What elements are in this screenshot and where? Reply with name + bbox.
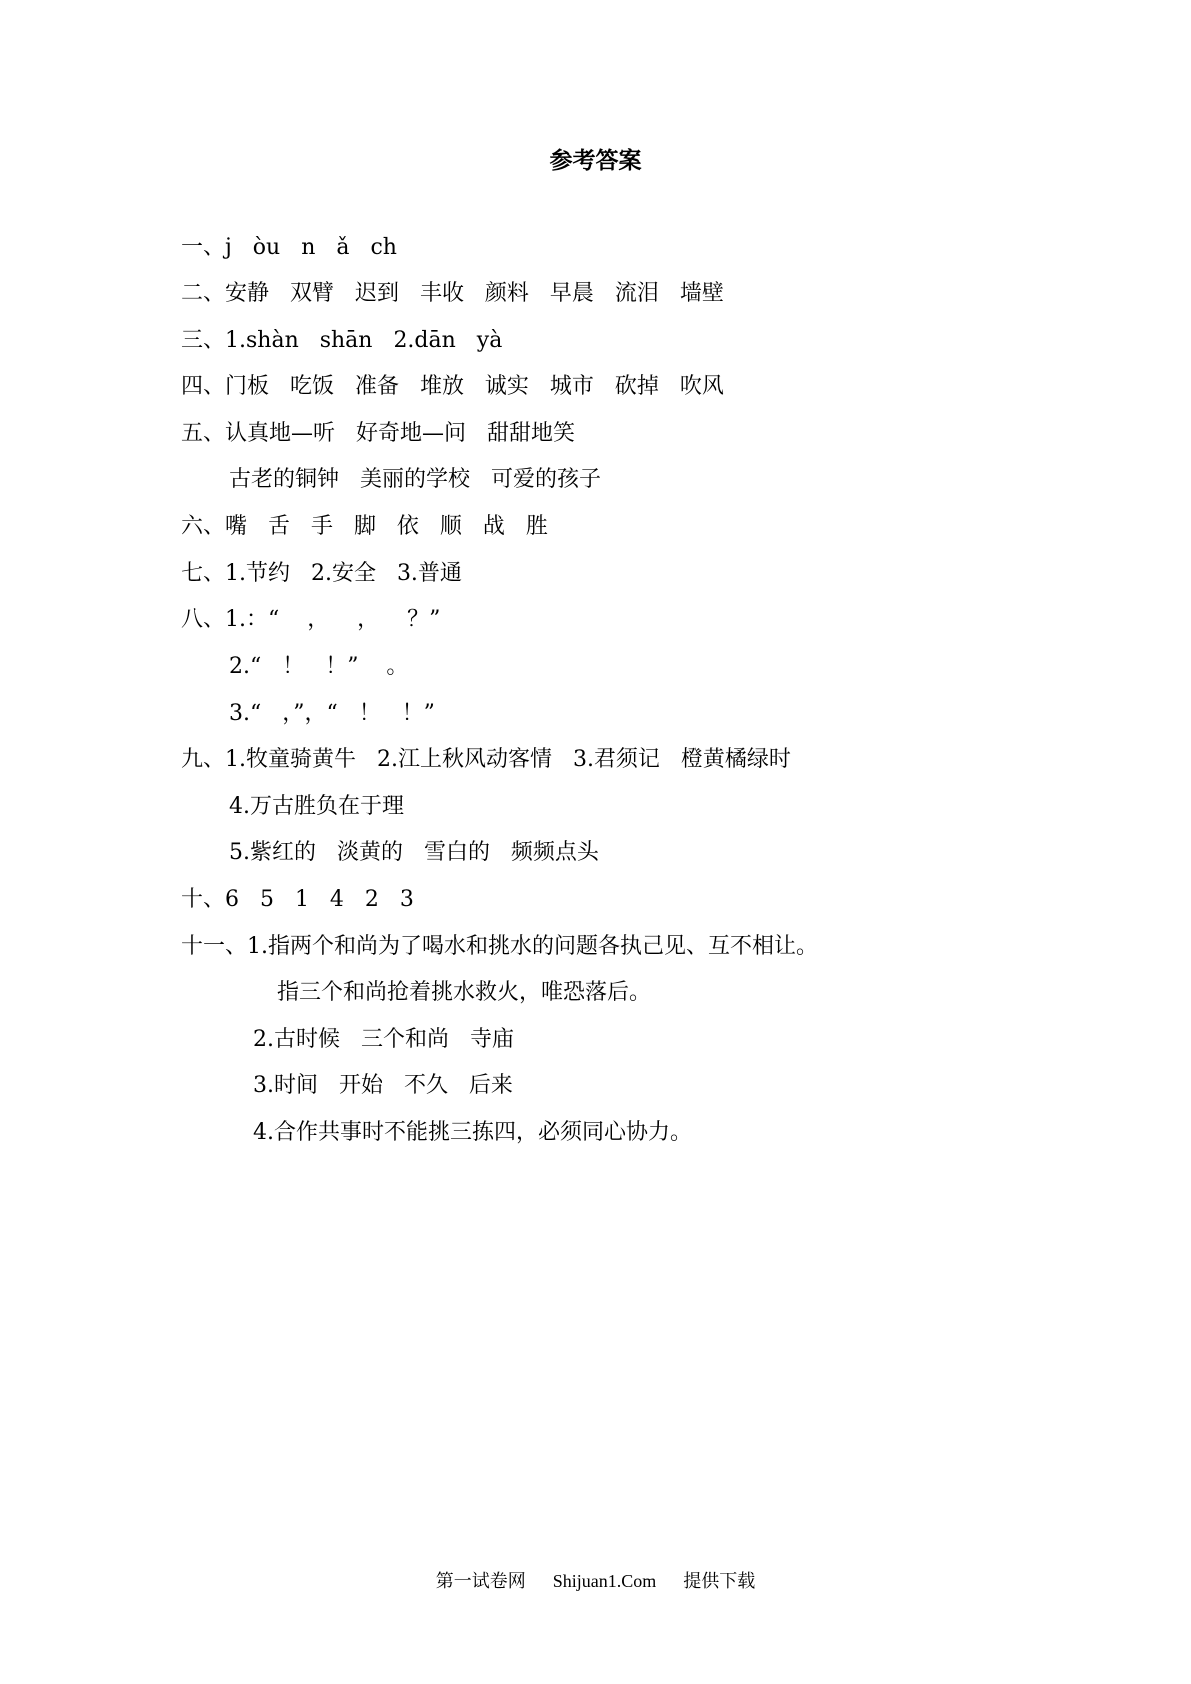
answer-line-5b: 古老的铜钟 美丽的学校 可爱的孩子 [229, 467, 601, 492]
page-title: 参考答案 [549, 148, 642, 174]
answer-line-10: 十、6 5 1 4 2 3 [181, 887, 414, 912]
answer-line-4: 四、门板 吃饭 准备 堆放 诚实 城市 砍掉 吹风 [181, 374, 724, 399]
answer-line-2: 二、安静 双臂 迟到 丰收 颜料 早晨 流泪 墙壁 [181, 281, 724, 306]
answer-line-8b: 2.“ ！ ！” 。 [229, 654, 409, 679]
answer-line-6: 六、嘴 舌 手 脚 依 顺 战 胜 [181, 514, 548, 539]
answer-line-8c: 3.“ ，”，“ ！ ！” [229, 701, 435, 726]
answer-line-11b: 指三个和尚抢着挑水救火，唯恐落后。 [277, 980, 652, 1005]
answer-line-7: 七、1.节约 2.安全 3.普通 [181, 561, 462, 586]
answer-line-5: 五、认真地—听 好奇地—问 甜甜地笑 [181, 421, 575, 446]
answer-line-9c: 5.紫红的 淡黄的 雪白的 频频点头 [229, 840, 599, 865]
answer-line-9b: 4.万古胜负在于理 [229, 794, 404, 819]
answer-line-11e: 4.合作共事时不能挑三拣四，必须同心协力。 [253, 1120, 692, 1145]
answer-line-1: 一、j òu n ǎ ch [181, 235, 397, 260]
answer-line-11d: 3.时间 开始 不久 后来 [253, 1073, 513, 1098]
answer-line-9: 九、1.牧童骑黄牛 2.江上秋风动客情 3.君须记 橙黄橘绿时 [181, 747, 791, 772]
answer-line-8: 八、1.：“ ， ， ？” [181, 607, 441, 632]
answer-line-11: 十一、1.指两个和尚为了喝水和挑水的问题各执己见、互不相让。 [181, 934, 818, 959]
answer-line-11c: 2.古时候 三个和尚 寺庙 [253, 1027, 514, 1052]
answer-line-3: 三、1.shàn shān 2.dān yà [181, 328, 503, 353]
page-footer: 第一试卷网 Shijuan1.Com 提供下载 [435, 1571, 756, 1591]
